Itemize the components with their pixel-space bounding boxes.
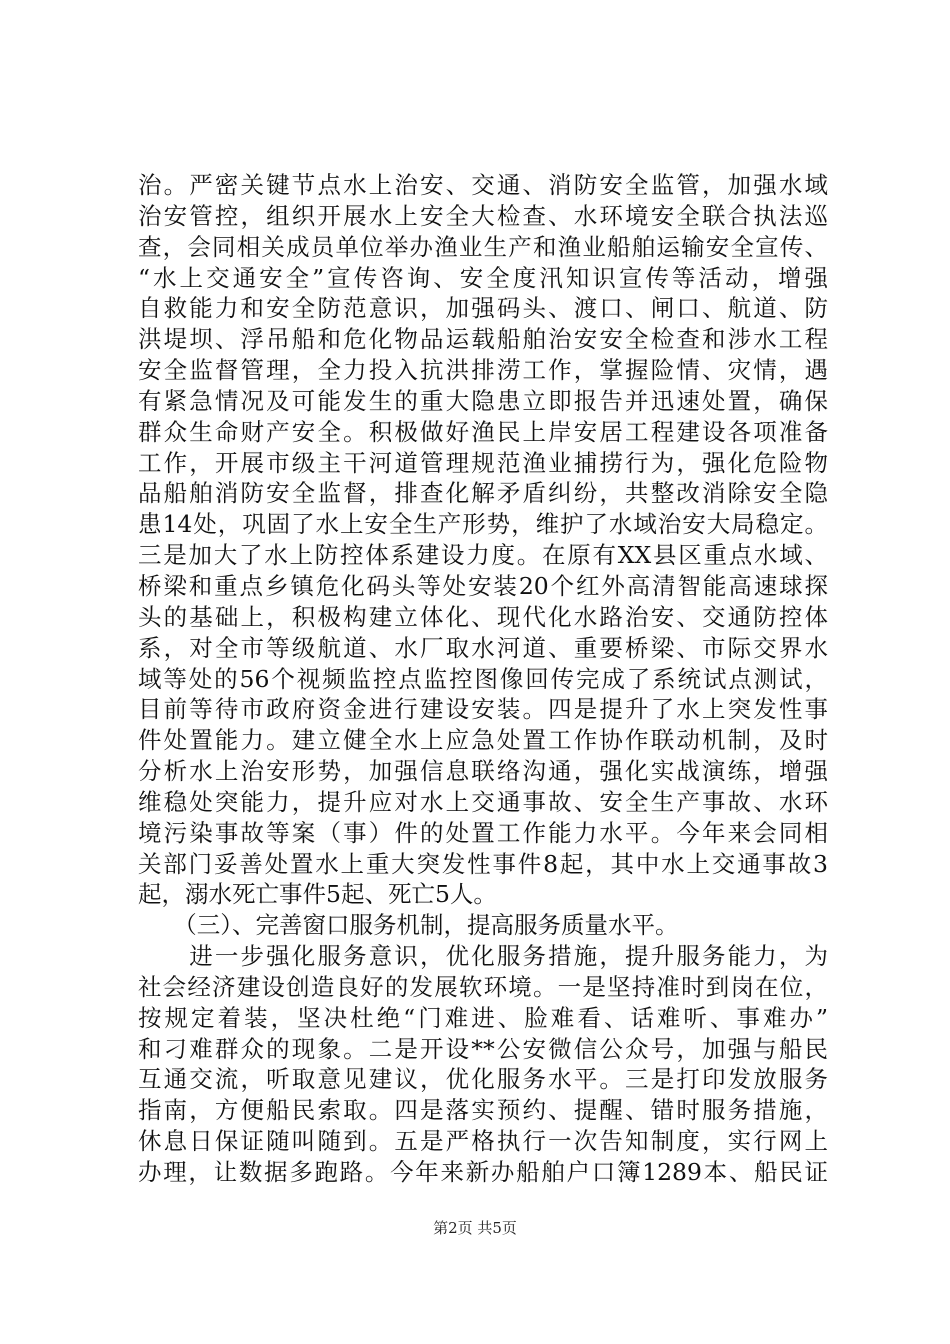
text-line: 目前等待市政府资金进行建设安装。四是提升了水上突发性事: [138, 695, 828, 724]
text-line: 查，会同相关成员单位举办渔业生产和渔业船舶运输安全宣传、: [138, 232, 828, 261]
text-line: 工作，开展市级主干河道管理规范渔业捕捞行为，强化危险物: [138, 448, 828, 477]
text-line: 办理，让数据多跑路。今年来新办船舶户口簿1289本、船民证: [138, 1158, 828, 1186]
page-number-footer: 第2页 共5页: [433, 1219, 517, 1237]
text-line: 维稳处突能力，提升应对水上交通事故、安全生产事故、水环: [138, 787, 828, 816]
text-line: 自救能力和安全防范意识，加强码头、渡口、闸口、航道、防: [138, 294, 828, 323]
section-heading: （三）、完善窗口服务机制，提高服务质量水平。: [138, 911, 679, 940]
text-line: 件处置能力。建立健全水上应急处置工作协作联动机制，及时: [138, 726, 828, 755]
text-line: 互通交流，听取意见建议，优化服务水平。三是打印发放服务: [138, 1065, 828, 1094]
text-line: 分析水上治安形势，加强信息联络沟通，强化实战演练，增强: [138, 757, 828, 786]
text-line: 境污染事故等案（事）件的处置工作能力水平。今年来会同相: [138, 818, 828, 847]
text-line: 安全监督管理，全力投入抗洪排涝工作，掌握险情、灾情，遇: [138, 356, 828, 385]
text-line: “水上交通安全”宣传咨询、安全度汛知识宣传等活动，增强: [138, 263, 828, 292]
text-line: 休息日保证随叫随到。五是严格执行一次告知制度，实行网上: [138, 1127, 828, 1156]
document-body: [138, 170, 828, 1188]
text-line: 进一步强化服务意识，优化服务措施，提升服务能力，为: [138, 942, 828, 971]
text-line: 按规定着装，坚决杜绝“门难进、脸难看、话难听、事难办”: [138, 1003, 828, 1032]
text-line: 社会经济建设创造良好的发展软环境。一是坚持准时到岗在位，: [138, 972, 828, 1001]
text-line: 系，对全市等级航道、水厂取水河道、重要桥梁、市际交界水: [138, 633, 828, 662]
text-line: 洪堤坝、浮吊船和危化物品运载船舶治安安全检查和涉水工程: [138, 325, 828, 354]
text-line: 桥梁和重点乡镇危化码头等处安装20个红外高清智能高速球探: [138, 571, 828, 600]
text-line: 患14处，巩固了水上安全生产形势，维护了水域治安大局稳定。: [138, 510, 828, 539]
text-line: 头的基础上，积极构建立体化、现代化水路治安、交通防控体: [138, 602, 828, 631]
text-line: 指南，方便船民索取。四是落实预约、提醒、错时服务措施，: [138, 1096, 828, 1125]
text-line: 和刁难群众的现象。二是开设**公安微信公众号，加强与船民: [138, 1034, 828, 1063]
text-line: 治。严密关键节点水上治安、交通、消防安全监管，加强水域: [138, 171, 828, 199]
text-line: 群众生命财产安全。积极做好渔民上岸安居工程建设各项准备: [138, 417, 828, 446]
text-line: 关部门妥善处置水上重大突发性事件8起，其中水上交通事故3: [138, 849, 828, 878]
text-line: 三是加大了水上防控体系建设力度。在原有XX县区重点水域、: [138, 541, 828, 570]
text-line: 治安管控，组织开展水上安全大检查、水环境安全联合执法巡: [138, 201, 828, 230]
paragraph-last-line: 起，溺水死亡事件5起、死亡5人。: [138, 880, 497, 909]
text-line: 有紧急情况及可能发生的重大隐患立即报告并迅速处置，确保: [138, 386, 828, 415]
text-line: 域等处的56个视频监控点监控图像回传完成了系统试点测试，: [138, 664, 828, 693]
text-line: 品船舶消防安全监督，排查化解矛盾纠纷，共整改消除安全隐: [138, 479, 828, 508]
